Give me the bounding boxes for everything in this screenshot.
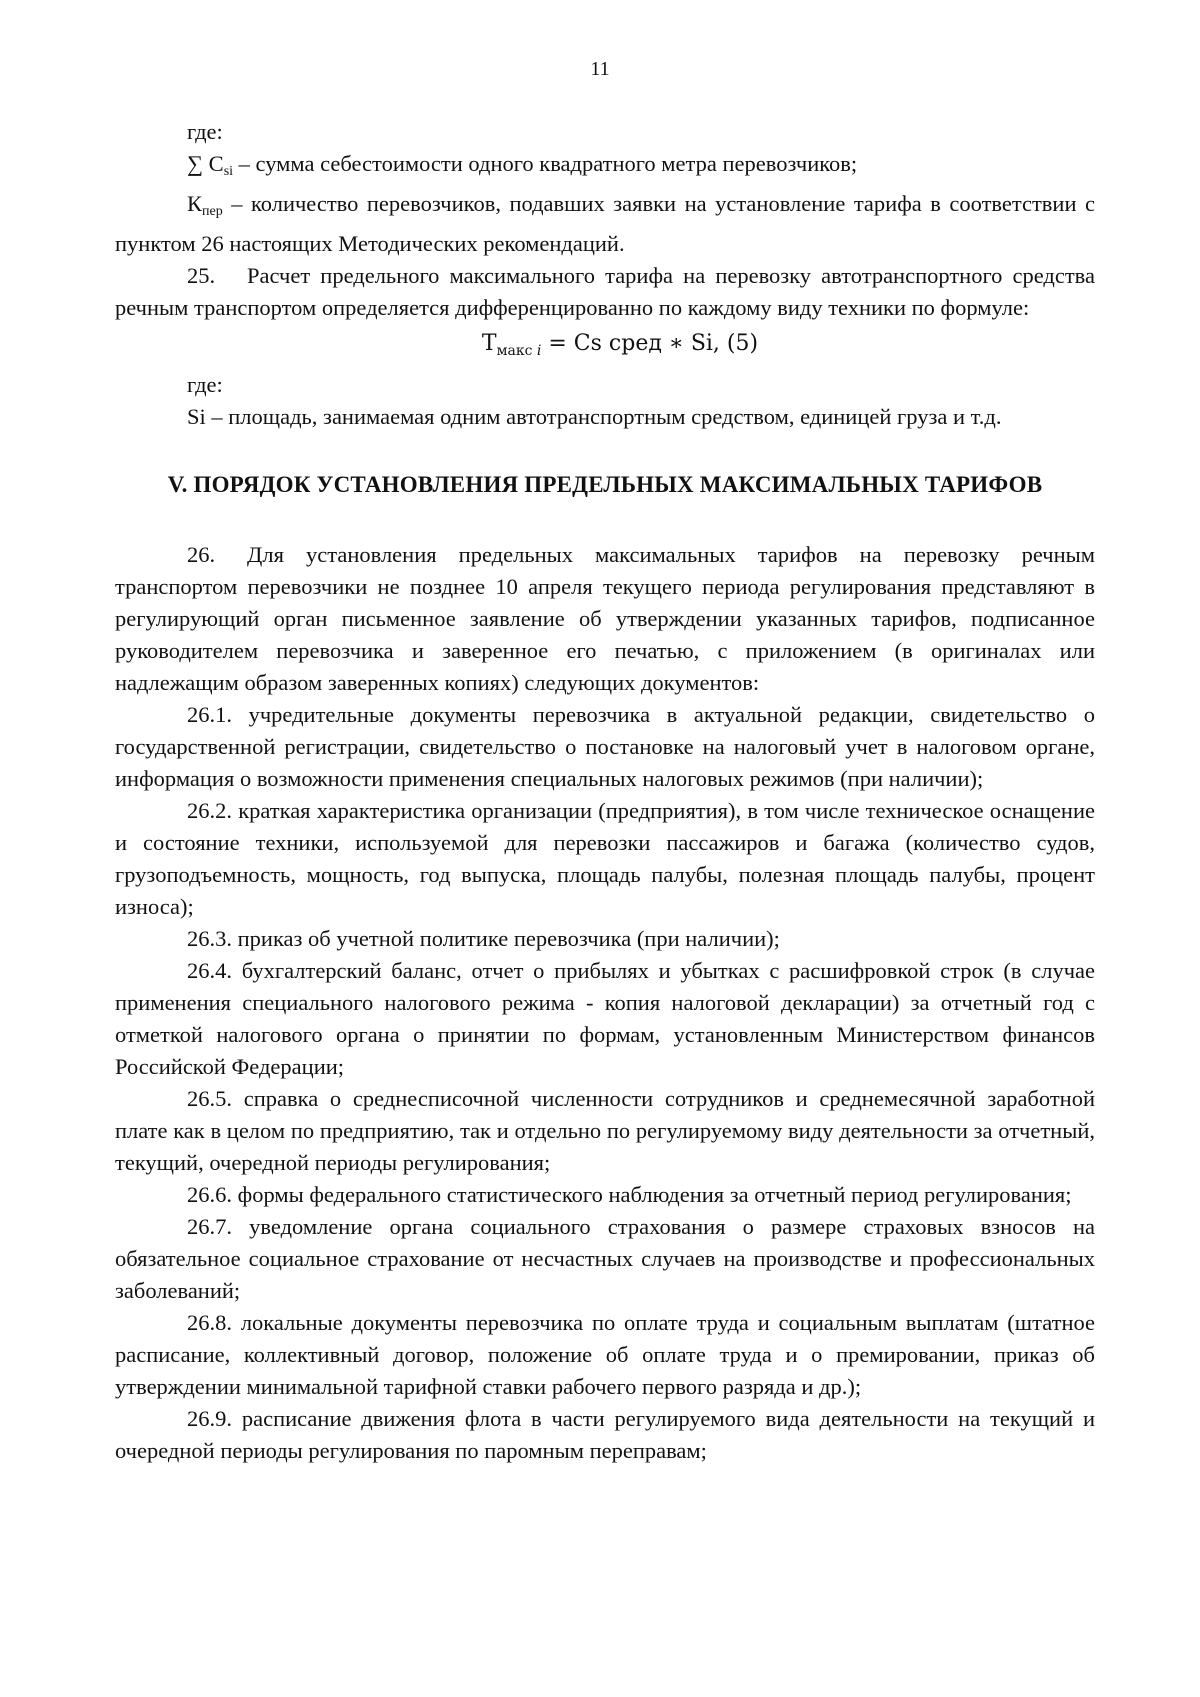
formula-5: $Т_{макс i} = Cs$ сред ∗ Si, (5) xyxy=(481,331,759,359)
list-item xyxy=(115,955,1095,1083)
list-item-number: 26.2. xyxy=(187,798,232,823)
list-item-text: учредительные документы перевозчика в актуальной редакции, свидетельство о государственной регистрации, свидетельство о постановке на налоговый учет в налоговом органе, информация о возможности применения специальных налоговых режимов (при наличии); xyxy=(115,702,1095,791)
list-item-number: 26.1. xyxy=(187,702,232,727)
list-item-number: 26.9. xyxy=(187,1406,232,1431)
paragraph-number: 26. xyxy=(187,542,216,567)
list-item xyxy=(115,923,1095,955)
si-definition: Si – площадь, занимаемая одним автотранспортным средством, единицей груза и т.д. xyxy=(187,404,1002,429)
list-item-number: 26.3. xyxy=(187,926,232,951)
paragraph-26: 26. Для установления предельных максимальных тарифов на перевозку речным транспортом перевозчики не позднее 10 апреля текущего периода регулирования представляют в регулирующий орган письменное заявление об утверждении указанных тарифов, подписанное руководителем перевозчика и заверенное его печатью, с приложением (в оригиналах или надлежащим образом заверенных копиях) следующих документов: xyxy=(115,539,1095,699)
k-definition: $К_{пер}$ – количество перевозчиков, подавших заявки на установление тарифа в соответствии с пунктом 26 настоящих Методических рекомендаций. xyxy=(115,191,1095,256)
paragraph-number: 25. xyxy=(187,263,216,288)
list-item-text: бухгалтерский баланс, отчет о прибылях и убытках с расшифровкой строк (в случае применения специального налогового режима - копия налоговой декларации) за отчетный год с отметкой налогового органа о принятии по формам, установленным Министерством финансов Российской Федерации; xyxy=(115,958,1096,1079)
document-list xyxy=(115,699,1095,1467)
list-item xyxy=(115,1403,1095,1467)
list-item xyxy=(115,1083,1095,1179)
list-item-text: расписание движения флота в части регулируемого вида деятельности на текущий и очередной периоды регулирования по паромным переправам; xyxy=(115,1406,1096,1463)
list-item-text: справка о среднесписочной численности сотрудников и среднемесячной заработной плате как в целом по предприятию, так и отдельно по регулируемому виду деятельности за отчетный, текущий, очередной периоды регулирования; xyxy=(115,1086,1095,1175)
where-label-2: где: xyxy=(187,372,223,397)
where-label: где: xyxy=(187,119,223,144)
list-item xyxy=(115,1179,1095,1211)
list-item xyxy=(115,795,1095,923)
list-item xyxy=(115,1211,1095,1307)
list-item-number: 26.5. xyxy=(187,1086,232,1111)
list-item-number: 26.4. xyxy=(187,958,232,983)
list-item-text: уведомление органа социального страхования о размере страховых взносов на обязательное социальное страхование от несчастных случаев на производстве и профессиональных заболеваний; xyxy=(115,1214,1095,1303)
list-item xyxy=(115,1307,1095,1403)
section-heading: V. ПОРЯДОК УСТАНОВЛЕНИЯ ПРЕДЕЛЬНЫХ МАКСИМАЛЬНЫХ ТАРИФОВ xyxy=(167,472,1043,497)
list-item-number: 26.6. xyxy=(187,1182,232,1207)
sum-definition: ∑ $C_{si}$ – сумма себестоимости одного квадратного метра перевозчиков; xyxy=(187,151,858,179)
document-body xyxy=(115,116,1095,1467)
list-item-text: локальные документы перевозчика по оплате труда и социальным выплатам (штатное расписание, коллективный договор, положение об оплате труда и о премировании, приказ об утверждении минимальной тарифной ставки рабочего первого разряда и др.); xyxy=(115,1310,1096,1399)
paragraph-25: 25. Расчет предельного максимального тарифа на перевозку автотранспортного средства речным транспортом определяется дифференцированно по каждому виду техники по формуле: xyxy=(115,260,1095,324)
page-number: 11 xyxy=(590,58,610,80)
list-item-number: 26.7. xyxy=(187,1214,232,1239)
list-item-text: приказ об учетной политике перевозчика (при наличии); xyxy=(237,926,780,951)
list-item-number: 26.8. xyxy=(187,1310,232,1335)
list-item-text: формы федерального статистического наблюдения за отчетный период регулирования; xyxy=(237,1182,1072,1207)
list-item-text: краткая характеристика организации (предприятия), в том числе техническое оснащение и состояние техники, используемой для перевозки пассажиров и багажа (количество судов, грузоподъемность, мощность, год выпуска, площадь палубы, полезная площадь палубы, процент износа); xyxy=(115,798,1096,919)
list-item xyxy=(115,699,1095,795)
